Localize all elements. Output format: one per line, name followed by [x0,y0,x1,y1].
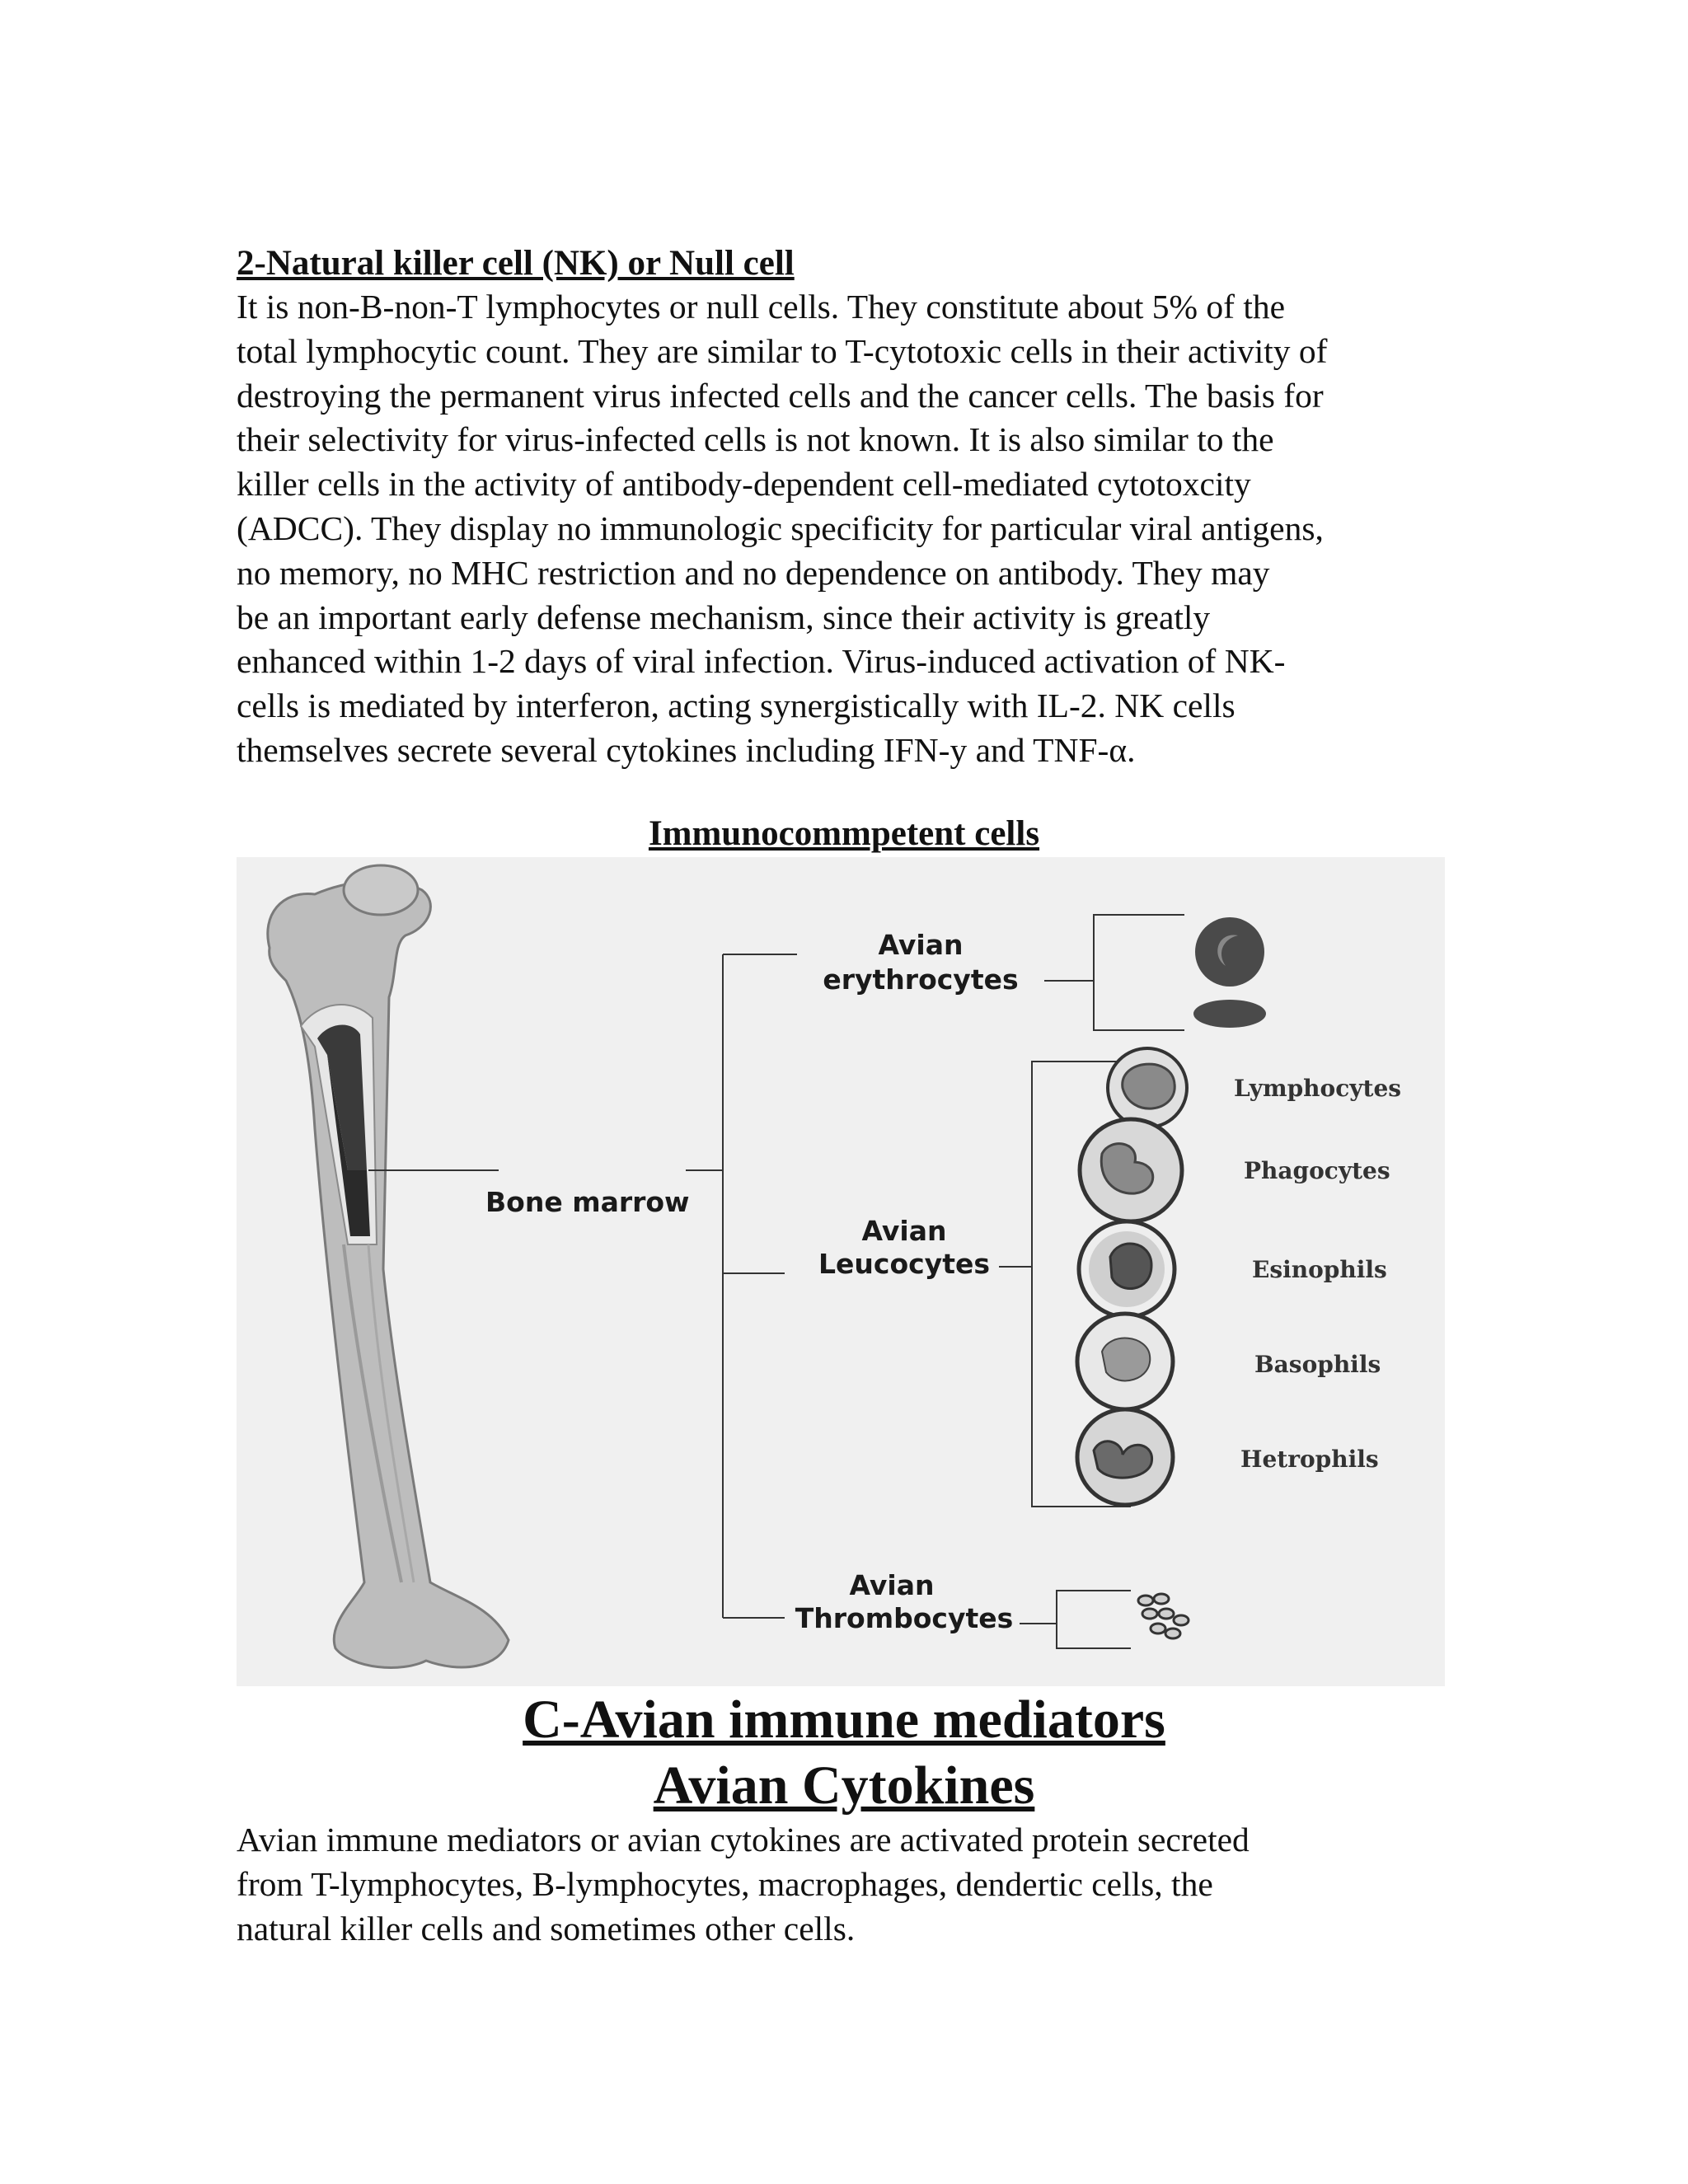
thrombocyte-cells [1138,1594,1189,1638]
leucocyte-cells [1077,1048,1187,1505]
nk-section-heading: 2-Natural killer cell (NK) or Null cell [237,244,795,283]
phagocytes-label: Phagocytes [1244,1157,1390,1184]
hetrophils-label: Hetrophils [1240,1446,1379,1473]
basophils-label: Basophils [1254,1351,1381,1378]
figure-caption: Immunocommpetent cells [648,814,1040,853]
erythrocytes-label-line2: erythrocytes [823,963,1019,996]
lymphocytes-label: Lymphocytes [1234,1075,1402,1102]
immunocompetent-cells-figure [237,857,1445,1686]
cytokines-heading: Avian Cytokines [653,1755,1035,1816]
thrombocytes-label-line2: Thrombocytes [795,1602,1014,1634]
bone-marrow-label: Bone marrow [485,1186,690,1218]
leucocytes-label-line1: Avian [861,1215,947,1247]
erythrocyte-cells [1193,917,1266,1028]
esinophils-label: Esinophils [1252,1256,1387,1283]
leucocytes-label-line2: Leucocytes [818,1248,991,1280]
femur-illustration [268,865,509,1667]
mediators-paragraph: Avian immune mediators or avian cytokines are activated protein secreted from T-lymphocytes, B-lymphocytes, macrophages, dendertic cells, the natural killer cells and sometimes other cells. [237,1821,1250,1947]
mediators-heading: C-Avian immune mediators [523,1690,1165,1750]
nk-section-paragraph: It is non-B-non-T lymphocytes or null cells. They constitute about 5% of the total lymphocytic count. They are similar to T-cytotoxic cells in their activity of destroying the permanent virus infected cells and the cancer cells. The basis for their selectivity for virus-infected cells is not known. It is also similar to the killer cells in the activity of antibody-dependent cell-mediated cytotoxcity (ADCC). They display no immunologic specificity for particular viral antigens, no memory, no MHC restriction and no dependence on antibody. They may be an important early defense mechanism, since their activity is greatly enhanced within 1-2 days of viral infection. Virus-induced activation of NK- cells is mediated by interferon, acting synergistically with IL-2. NK cells themselves secrete several cytokines including IFN-y and TNF-α. [237,288,1328,769]
erythrocytes-label-line1: Avian [878,929,964,961]
thrombocytes-label-line1: Avian [849,1569,935,1601]
